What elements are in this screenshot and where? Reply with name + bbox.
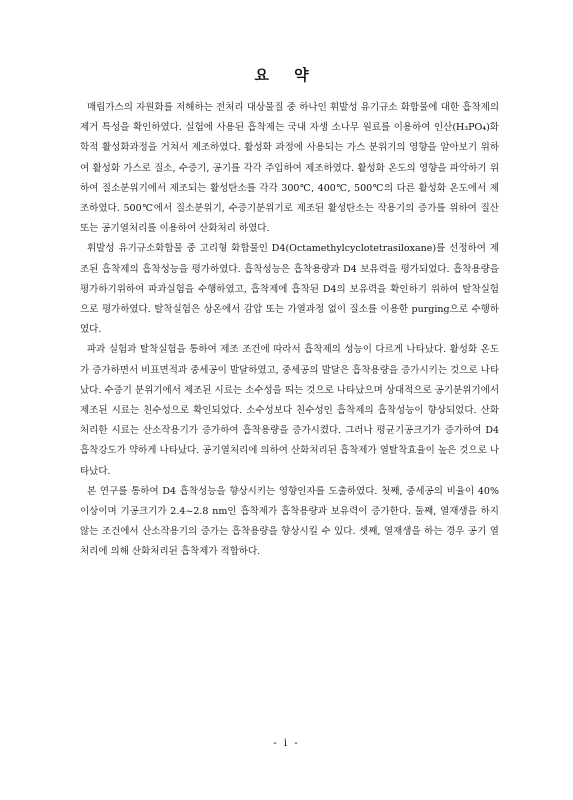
abstract-body	[80, 98, 499, 563]
paragraph-1: 매립가스의 자원화를 저해하는 전처리 대상물질 중 하나인 휘발성 유기규소 화합물에 대한 흡착제의 제거 특성을 확인하였다. 실험에 사용된 흡착제는 국내 자생 소나무 원료를 이용하여 인산(H₃PO₄)화학적 활성화과정을 거쳐서 제조하였다. 활성화 과정에 사용되는 가스 분위기의 영향을 알아보기 위하여 활성화 가스로 질소, 수증기, 공기를 각각 주입하여 제조하였다. 활성화 온도의 영향을 파악하기 위하여 질소분위기에서 제조되는 활성탄소를 각각 300℃, 400℃, 500℃의 다른 활성화 온도에서 제조하였다. 500℃에서 질소분위기, 수증기분위기로 제조된 활성탄소는 작용기의 증가를 위하여 질산 또는 공기열처리를 이용하여 산화처리 하였다.	[80, 102, 499, 235]
page-number: - i -	[273, 738, 300, 749]
paragraph-2: 휘발성 유기규소화합물 중 고리형 화합물인 D4(Octamethylcyclotetrasiloxane)를 선정하여 제조된 흡착제의 흡착성능을 평가하였다. 흡착성능은 흡착용량과 D4 보유력을 평가되었다. 흡착용량을 평가하기위하여 파과실험을 수행하였고, 흡착제에 흡착된 D4의 보유력을 확인하기 위하여 탈착실험으로 평가하였다. 탈착실험은 상온에서 감압 또는 가열과정 없이 질소를 이용한 purging으로 수행하였다.	[80, 243, 499, 336]
paragraph-4: 본 연구를 통하여 D4 흡착성능을 향상시키는 영향인자를 도출하였다. 첫째, 중세공의 비율이 40%이상이며 기공크기가 2.4~2.8 nm인 흡착제가 흡착용량과 보유력이 증가한다. 둘째, 열재생을 하지 않는 조건에서 산소작용기의 증가는 흡착용량을 향상시킬 수 있다. 셋째, 열재생을 하는 경우 공기 열처리에 의해 산화처리된 흡착제가 적합하다.	[80, 485, 499, 558]
page-title: 요 약	[254, 66, 319, 84]
paragraph-3: 파과 실험과 탈착실험을 통하여 제조 조건에 따라서 흡착제의 성능이 다르게 나타났다. 활성화 온도가 증가하면서 비표면적과 중세공이 발달하였고, 중세공의 발달은 흡착용량을 증가시키는 것으로 나타났다. 수증기 분위기에서 제조된 시료는 소수성을 띄는 것으로 나타났으며 상대적으로 공기분위기에서 제조된 시료는 친수성으로 확인되었다. 소수성보다 친수성인 흡착제의 흡착성능이 향상되었다. 산화 처리한 시료는 산소작용기가 증가하여 흡착용량을 증가시켰다. 그러나 평균기공크기가 증가하여 D4 흡착강도가 약하게 나타났다. 공기열처리에 의하여 산화처리된 흡착제가 열탈착효율이 높은 것으로 나타났다.	[80, 344, 499, 477]
